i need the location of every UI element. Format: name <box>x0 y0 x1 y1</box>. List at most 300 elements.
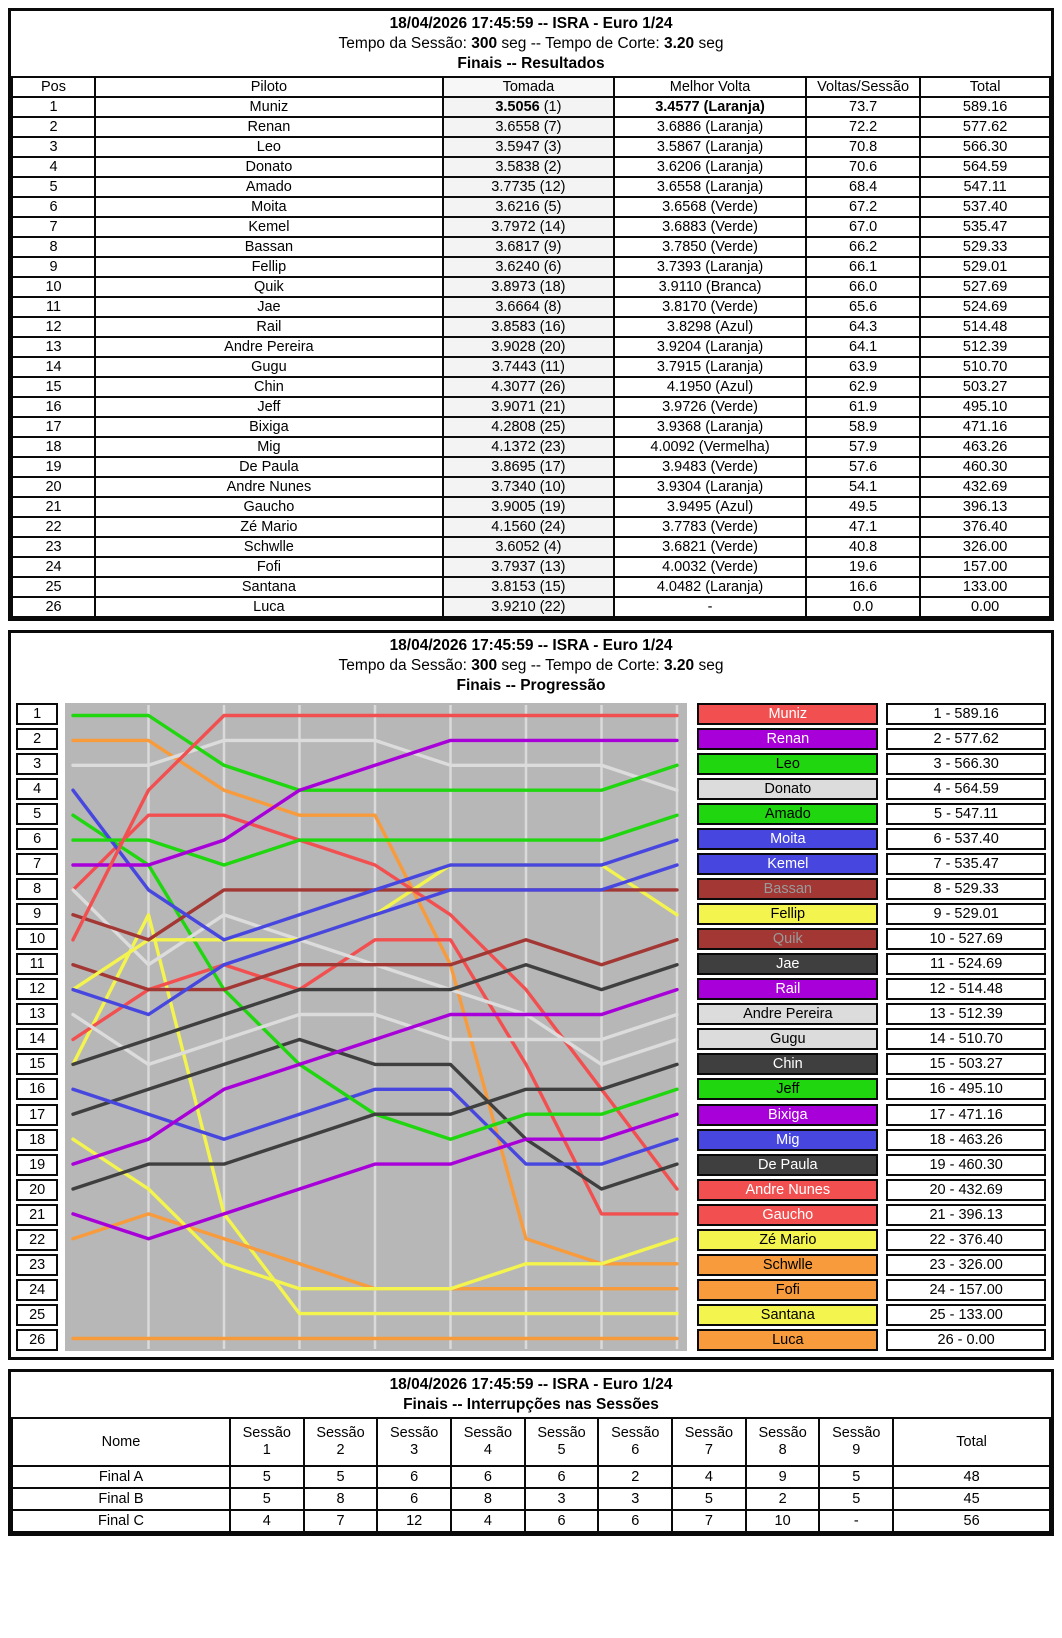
position-box: 15 <box>16 1053 58 1075</box>
cell-melhor-volta: 3.6206 (Laranja) <box>614 157 806 177</box>
cell-voltas-sessao: 57.6 <box>806 457 920 477</box>
table-row <box>12 1488 1050 1510</box>
cell-tomada: 3.6664 (8) <box>443 297 614 317</box>
cell-tomada: 3.9210 (22) <box>443 597 614 617</box>
cell-pos: 25 <box>12 577 95 597</box>
results-column-header: Melhor Volta <box>614 77 806 97</box>
cell-total: 577.62 <box>920 117 1050 137</box>
cell-piloto: Andre Nunes <box>95 477 443 497</box>
cell-pos: 23 <box>12 537 95 557</box>
cell-pos: 5 <box>12 177 95 197</box>
driver-legend <box>697 703 878 1351</box>
position-box: 21 <box>16 1204 58 1226</box>
cell-pos: 11 <box>12 297 95 317</box>
position-box: 17 <box>16 1104 58 1126</box>
cell-melhor-volta: 3.6568 (Verde) <box>614 197 806 217</box>
results-column-header: Piloto <box>95 77 443 97</box>
legend-driver-box: Gugu <box>697 1028 878 1050</box>
tomada-value: 3.5947 <box>495 139 540 155</box>
cell-total: 566.30 <box>920 137 1050 157</box>
cell-voltas-sessao: 64.3 <box>806 317 920 337</box>
cell-sessao-value: 7 <box>304 1510 378 1532</box>
legend-driver-box: Kemel <box>697 853 878 875</box>
standing-box: 22 - 376.40 <box>886 1229 1046 1251</box>
table-row <box>12 517 1050 537</box>
standing-box: 25 - 133.00 <box>886 1304 1046 1326</box>
cell-tomada: 3.8153 (15) <box>443 577 614 597</box>
cell-melhor-volta: 3.6886 (Laranja) <box>614 117 806 137</box>
position-box: 13 <box>16 1003 58 1025</box>
table-row <box>12 477 1050 497</box>
cell-pos: 13 <box>12 337 95 357</box>
results-subtitle: Finais -- Resultados <box>457 55 605 72</box>
legend-driver-box: Quik <box>697 928 878 950</box>
standing-box: 5 - 547.11 <box>886 803 1046 825</box>
cell-sessao-value: 5 <box>819 1488 893 1510</box>
position-box: 19 <box>16 1154 58 1176</box>
session-label: Sessão <box>316 1425 365 1441</box>
progression-body <box>11 698 1051 1357</box>
tomada-value: 3.6240 <box>495 259 540 275</box>
cell-piloto: De Paula <box>95 457 443 477</box>
cell-total: 396.13 <box>920 497 1050 517</box>
standing-box: 11 - 524.69 <box>886 953 1046 975</box>
table-row <box>12 557 1050 577</box>
cell-voltas-sessao: 0.0 <box>806 597 920 617</box>
table-row <box>12 457 1050 477</box>
tomada-value: 3.7972 <box>491 219 536 235</box>
standings-list <box>886 703 1046 1351</box>
cell-piloto: Mig <box>95 437 443 457</box>
standing-box: 13 - 512.39 <box>886 1003 1046 1025</box>
session-label: Sessão <box>242 1425 291 1441</box>
session-label: Sessão <box>611 1425 660 1441</box>
cell-tomada: 3.6240 (6) <box>443 257 614 277</box>
legend-driver-box: Gaucho <box>697 1204 878 1226</box>
position-box: 9 <box>16 903 58 925</box>
cell-pos: 18 <box>12 437 95 457</box>
session-number: 9 <box>852 1442 861 1458</box>
cell-sessao-value: 12 <box>377 1510 451 1532</box>
cell-pos: 19 <box>12 457 95 477</box>
interruptions-col-sessao <box>819 1418 893 1466</box>
table-row <box>12 1466 1050 1488</box>
cell-sessao-value: - <box>819 1510 893 1532</box>
standing-box: 19 - 460.30 <box>886 1154 1046 1176</box>
cell-sessao-value: 5 <box>230 1488 304 1510</box>
cell-voltas-sessao: 61.9 <box>806 397 920 417</box>
cell-sessao-value: 2 <box>746 1488 820 1510</box>
cell-melhor-volta: 3.7915 (Laranja) <box>614 357 806 377</box>
cell-sessao-value: 6 <box>598 1510 672 1532</box>
position-box: 3 <box>16 753 58 775</box>
legend-driver-box: Chin <box>697 1053 878 1075</box>
cell-voltas-sessao: 67.0 <box>806 217 920 237</box>
position-box: 2 <box>16 728 58 750</box>
cell-voltas-sessao: 62.9 <box>806 377 920 397</box>
cell-tomada: 3.7443 (11) <box>443 357 614 377</box>
standing-box: 8 - 529.33 <box>886 878 1046 900</box>
legend-driver-box: Schwlle <box>697 1254 878 1276</box>
cell-total: 432.69 <box>920 477 1050 497</box>
cell-pos: 22 <box>12 517 95 537</box>
cell-nome: Final A <box>12 1466 230 1488</box>
interruptions-col-sessao <box>525 1418 599 1466</box>
cell-total: 589.16 <box>920 97 1050 117</box>
cell-melhor-volta: 3.6558 (Laranja) <box>614 177 806 197</box>
cell-tomada: 4.1560 (24) <box>443 517 614 537</box>
cell-pos: 26 <box>12 597 95 617</box>
cell-sessao-value: 2 <box>598 1466 672 1488</box>
cell-tomada: 3.6052 (4) <box>443 537 614 557</box>
legend-driver-box: Jae <box>697 953 878 975</box>
cell-tomada: 3.9005 (19) <box>443 497 614 517</box>
cell-melhor-volta: 4.0032 (Verde) <box>614 557 806 577</box>
cell-sessao-value: 5 <box>230 1466 304 1488</box>
cell-voltas-sessao: 49.5 <box>806 497 920 517</box>
cell-pos: 24 <box>12 557 95 577</box>
cell-melhor-volta: 3.9368 (Laranja) <box>614 417 806 437</box>
standing-box: 21 - 396.13 <box>886 1204 1046 1226</box>
cell-pos: 21 <box>12 497 95 517</box>
tomada-value: 3.5056 <box>495 99 540 115</box>
session-number: 6 <box>631 1442 640 1458</box>
cell-piloto: Moita <box>95 197 443 217</box>
legend-driver-box: Donato <box>697 778 878 800</box>
cell-sessao-value: 6 <box>377 1466 451 1488</box>
position-box: 10 <box>16 928 58 950</box>
session-number: 3 <box>410 1442 419 1458</box>
progression-chart <box>65 703 687 1351</box>
tomada-value: 4.1372 <box>491 439 536 455</box>
cell-tomada: 3.7972 (14) <box>443 217 614 237</box>
session-label: Sessão <box>684 1425 734 1441</box>
legend-driver-box: Andre Pereira <box>697 1003 878 1025</box>
cell-pos: 9 <box>12 257 95 277</box>
legend-driver-box: Fellip <box>697 903 878 925</box>
tomada-value: 3.9210 <box>491 599 536 615</box>
session-label: Sessão <box>537 1425 586 1441</box>
standing-box: 26 - 0.00 <box>886 1329 1046 1351</box>
cell-piloto: Bassan <box>95 237 443 257</box>
cell-piloto: Zé Mario <box>95 517 443 537</box>
standing-box: 3 - 566.30 <box>886 753 1046 775</box>
legend-driver-box: Renan <box>697 728 878 750</box>
cell-sessao-value: 6 <box>525 1466 599 1488</box>
standing-box: 17 - 471.16 <box>886 1104 1046 1126</box>
cell-tomada: 3.7735 (12) <box>443 177 614 197</box>
tomada-value: 4.3077 <box>491 379 536 395</box>
standing-box: 6 - 537.40 <box>886 828 1046 850</box>
session-info: Tempo da Sessão: 300 seg -- Tempo de Corte: 3.20 seg <box>338 35 724 52</box>
table-row <box>12 377 1050 397</box>
results-title <box>11 11 1051 76</box>
cell-voltas-sessao: 47.1 <box>806 517 920 537</box>
cell-voltas-sessao: 19.6 <box>806 557 920 577</box>
legend-driver-box: Santana <box>697 1304 878 1326</box>
session-info: Tempo da Sessão: 300 seg -- Tempo de Corte: 3.20 seg <box>338 657 724 674</box>
cell-sessao-value: 6 <box>525 1510 599 1532</box>
standing-box: 9 - 529.01 <box>886 903 1046 925</box>
cell-voltas-sessao: 64.1 <box>806 337 920 357</box>
cell-total: 524.69 <box>920 297 1050 317</box>
table-row <box>12 577 1050 597</box>
standing-box: 15 - 503.27 <box>886 1053 1046 1075</box>
cell-voltas-sessao: 16.6 <box>806 577 920 597</box>
session-number: 2 <box>336 1442 345 1458</box>
cell-sessao-value: 3 <box>525 1488 599 1510</box>
cell-sessao-value: 10 <box>746 1510 820 1532</box>
cell-total: 527.69 <box>920 277 1050 297</box>
cell-sessao-value: 9 <box>746 1466 820 1488</box>
position-box: 23 <box>16 1254 58 1276</box>
session-label: Sessão <box>390 1425 439 1441</box>
position-axis <box>16 703 58 1351</box>
cell-voltas-sessao: 54.1 <box>806 477 920 497</box>
table-row <box>12 117 1050 137</box>
cell-voltas-sessao: 65.6 <box>806 297 920 317</box>
progression-title <box>11 633 1051 698</box>
cell-sessao-value: 8 <box>304 1488 378 1510</box>
cell-total: 326.00 <box>920 537 1050 557</box>
session-label: Sessão <box>832 1425 881 1441</box>
position-box: 16 <box>16 1078 58 1100</box>
interruptions-col-sessao <box>304 1418 378 1466</box>
cell-tomada: 3.6216 (5) <box>443 197 614 217</box>
tomada-value: 3.8583 <box>491 319 536 335</box>
session-number: 1 <box>262 1442 271 1458</box>
cell-total: 56 <box>893 1510 1050 1532</box>
tomada-value: 4.2808 <box>491 419 536 435</box>
report-title: 18/04/2026 17:45:59 -- ISRA - Euro 1/24 <box>389 15 673 32</box>
cell-piloto: Bixiga <box>95 417 443 437</box>
interruptions-col-nome: Nome <box>12 1418 230 1466</box>
cell-melhor-volta: 4.0482 (Laranja) <box>614 577 806 597</box>
cell-melhor-volta: 3.9495 (Azul) <box>614 497 806 517</box>
cell-piloto: Leo <box>95 137 443 157</box>
cell-total: 510.70 <box>920 357 1050 377</box>
tomada-value: 3.8695 <box>491 459 536 475</box>
cell-pos: 20 <box>12 477 95 497</box>
cell-piloto: Gugu <box>95 357 443 377</box>
table-row <box>12 217 1050 237</box>
cell-total: 376.40 <box>920 517 1050 537</box>
cell-voltas-sessao: 67.2 <box>806 197 920 217</box>
session-number: 4 <box>483 1442 492 1458</box>
tomada-value: 3.9005 <box>491 499 536 515</box>
cell-piloto: Luca <box>95 597 443 617</box>
cell-voltas-sessao: 73.7 <box>806 97 920 117</box>
legend-driver-box: Bassan <box>697 878 878 900</box>
interruptions-subtitle: Finais -- Interrupções nas Sessões <box>403 1396 659 1413</box>
cell-piloto: Rail <box>95 317 443 337</box>
results-column-header: Voltas/Sessão <box>806 77 920 97</box>
cell-melhor-volta: 3.7783 (Verde) <box>614 517 806 537</box>
legend-driver-box: Bixiga <box>697 1104 878 1126</box>
position-box: 4 <box>16 778 58 800</box>
position-box: 8 <box>16 878 58 900</box>
cell-total: 535.47 <box>920 217 1050 237</box>
position-box: 5 <box>16 803 58 825</box>
position-box: 7 <box>16 853 58 875</box>
cell-tomada: 3.9028 (20) <box>443 337 614 357</box>
position-box: 25 <box>16 1304 58 1326</box>
results-column-header: Tomada <box>443 77 614 97</box>
cell-pos: 12 <box>12 317 95 337</box>
session-number: 5 <box>557 1442 566 1458</box>
tomada-value: 3.8153 <box>491 579 536 595</box>
tomada-value: 3.7937 <box>491 559 536 575</box>
cell-sessao-value: 3 <box>598 1488 672 1510</box>
cell-voltas-sessao: 40.8 <box>806 537 920 557</box>
standing-box: 2 - 577.62 <box>886 728 1046 750</box>
cell-tomada: 3.8583 (16) <box>443 317 614 337</box>
position-box: 24 <box>16 1279 58 1301</box>
results-column-header: Pos <box>12 77 95 97</box>
cell-melhor-volta: 3.9204 (Laranja) <box>614 337 806 357</box>
cell-total: 512.39 <box>920 337 1050 357</box>
interruptions-header-row <box>12 1418 1050 1466</box>
cell-total: 133.00 <box>920 577 1050 597</box>
position-box: 26 <box>16 1329 58 1351</box>
cell-sessao-value: 6 <box>451 1466 525 1488</box>
cell-tomada: 4.3077 (26) <box>443 377 614 397</box>
cell-pos: 4 <box>12 157 95 177</box>
standing-box: 14 - 510.70 <box>886 1028 1046 1050</box>
results-section <box>8 8 1054 621</box>
cell-tomada: 3.9071 (21) <box>443 397 614 417</box>
legend-driver-box: Muniz <box>697 703 878 725</box>
tomada-value: 3.7735 <box>491 179 536 195</box>
cell-pos: 15 <box>12 377 95 397</box>
cell-tomada: 3.8695 (17) <box>443 457 614 477</box>
session-number: 7 <box>704 1442 713 1458</box>
tomada-value: 3.5838 <box>495 159 540 175</box>
interruptions-col-sessao <box>746 1418 820 1466</box>
cell-total: 503.27 <box>920 377 1050 397</box>
table-row <box>12 397 1050 417</box>
cell-total: 495.10 <box>920 397 1050 417</box>
tomada-value: 3.6664 <box>495 299 540 315</box>
cell-voltas-sessao: 70.8 <box>806 137 920 157</box>
cell-piloto: Kemel <box>95 217 443 237</box>
cell-piloto: Donato <box>95 157 443 177</box>
cell-piloto: Jeff <box>95 397 443 417</box>
session-number: 8 <box>778 1442 787 1458</box>
cell-tomada: 3.5947 (3) <box>443 137 614 157</box>
position-box: 14 <box>16 1028 58 1050</box>
cell-sessao-value: 7 <box>672 1510 746 1532</box>
table-row <box>12 277 1050 297</box>
table-row <box>12 97 1050 117</box>
cell-nome: Final B <box>12 1488 230 1510</box>
position-box: 11 <box>16 953 58 975</box>
cell-melhor-volta: 3.6883 (Verde) <box>614 217 806 237</box>
cell-melhor-volta: 3.7393 (Laranja) <box>614 257 806 277</box>
legend-driver-box: Rail <box>697 978 878 1000</box>
session-label: Sessão <box>758 1425 807 1441</box>
table-row <box>12 137 1050 157</box>
table-row <box>12 157 1050 177</box>
table-row <box>12 177 1050 197</box>
legend-driver-box: Fofi <box>697 1279 878 1301</box>
tomada-value: 3.9028 <box>491 339 536 355</box>
legend-driver-box: De Paula <box>697 1154 878 1176</box>
cell-tomada: 3.6558 (7) <box>443 117 614 137</box>
standing-box: 12 - 514.48 <box>886 978 1046 1000</box>
cell-pos: 16 <box>12 397 95 417</box>
cell-voltas-sessao: 66.0 <box>806 277 920 297</box>
cell-melhor-volta: 3.9726 (Verde) <box>614 397 806 417</box>
standing-box: 1 - 589.16 <box>886 703 1046 725</box>
position-box: 20 <box>16 1179 58 1201</box>
table-row <box>12 1510 1050 1532</box>
cell-sessao-value: 5 <box>672 1488 746 1510</box>
table-row <box>12 337 1050 357</box>
progression-section <box>8 630 1054 1360</box>
table-row <box>12 357 1050 377</box>
cell-melhor-volta: 4.0092 (Vermelha) <box>614 437 806 457</box>
cell-total: 529.01 <box>920 257 1050 277</box>
interruptions-col-sessao <box>451 1418 525 1466</box>
cell-pos: 8 <box>12 237 95 257</box>
cell-tomada: 3.7340 (10) <box>443 477 614 497</box>
cell-piloto: Quik <box>95 277 443 297</box>
cell-voltas-sessao: 58.9 <box>806 417 920 437</box>
cell-melhor-volta: 3.9304 (Laranja) <box>614 477 806 497</box>
cell-pos: 17 <box>12 417 95 437</box>
cell-sessao-value: 4 <box>451 1510 525 1532</box>
cell-sessao-value: 4 <box>672 1466 746 1488</box>
cell-tomada: 4.1372 (23) <box>443 437 614 457</box>
interruptions-table <box>11 1417 1051 1533</box>
tomada-value: 3.8973 <box>491 279 536 295</box>
interruptions-col-sessao <box>377 1418 451 1466</box>
cell-melhor-volta: 3.8298 (Azul) <box>614 317 806 337</box>
results-table <box>11 76 1051 618</box>
legend-driver-box: Moita <box>697 828 878 850</box>
cell-melhor-volta: 3.7850 (Verde) <box>614 237 806 257</box>
cell-voltas-sessao: 72.2 <box>806 117 920 137</box>
cell-piloto: Andre Pereira <box>95 337 443 357</box>
cell-total: 537.40 <box>920 197 1050 217</box>
cell-melhor-volta: 4.1950 (Azul) <box>614 377 806 397</box>
table-row <box>12 597 1050 617</box>
cell-melhor-volta: 3.4577 (Laranja) <box>614 97 806 117</box>
cell-voltas-sessao: 63.9 <box>806 357 920 377</box>
position-box: 1 <box>16 703 58 725</box>
cell-piloto: Amado <box>95 177 443 197</box>
progression-chart-svg <box>65 703 687 1351</box>
position-box: 12 <box>16 978 58 1000</box>
standing-box: 10 - 527.69 <box>886 928 1046 950</box>
table-row <box>12 257 1050 277</box>
cell-piloto: Gaucho <box>95 497 443 517</box>
legend-driver-box: Luca <box>697 1329 878 1351</box>
table-row <box>12 237 1050 257</box>
cell-pos: 7 <box>12 217 95 237</box>
standing-box: 4 - 564.59 <box>886 778 1046 800</box>
cell-melhor-volta: - <box>614 597 806 617</box>
cell-tomada: 4.2808 (25) <box>443 417 614 437</box>
tomada-value: 3.7340 <box>491 479 536 495</box>
cell-tomada: 3.5838 (2) <box>443 157 614 177</box>
cell-voltas-sessao: 57.9 <box>806 437 920 457</box>
progression-subtitle: Finais -- Progressão <box>456 677 606 694</box>
cell-sessao-value: 5 <box>304 1466 378 1488</box>
position-box: 18 <box>16 1129 58 1151</box>
cell-sessao-value: 6 <box>377 1488 451 1510</box>
